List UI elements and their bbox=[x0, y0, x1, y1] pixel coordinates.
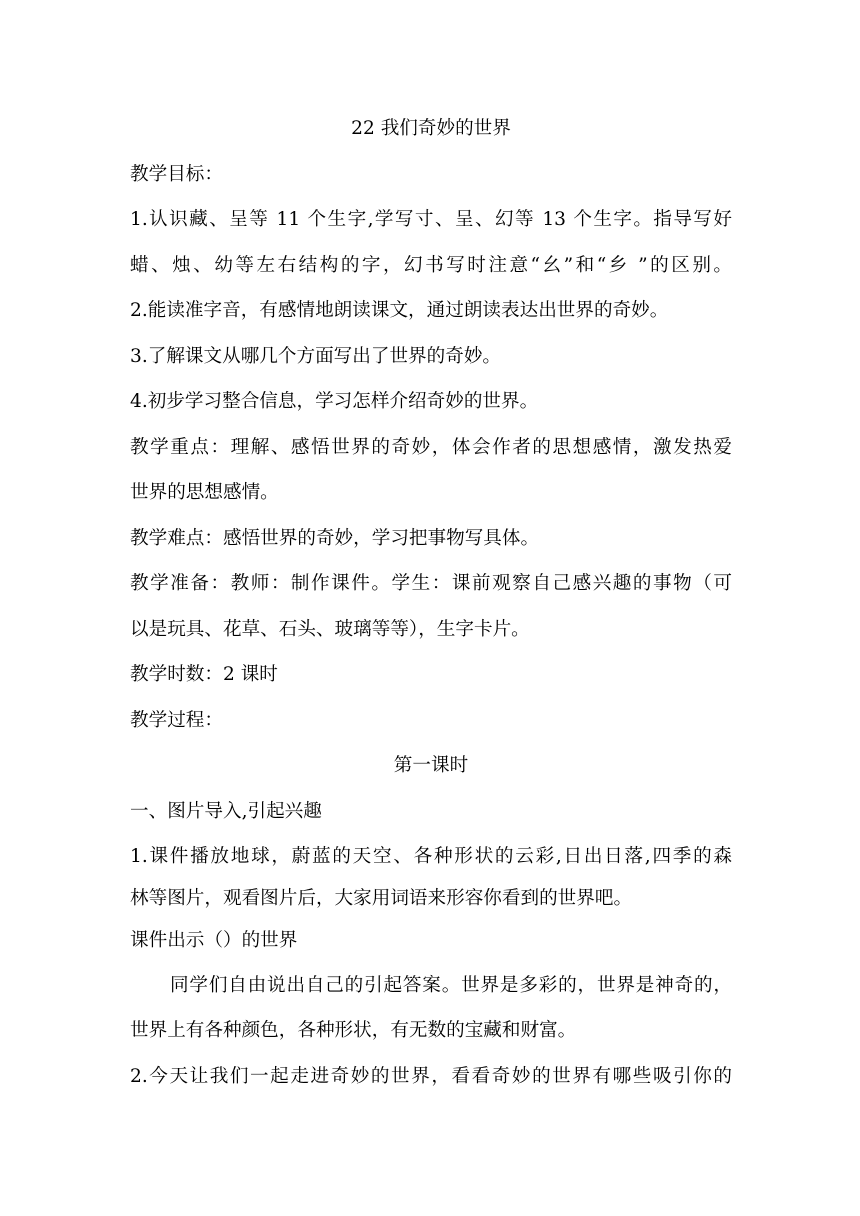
key-points-line-1: 教学重点：理解、感悟世界的奇妙，体会作者的思想感情，激发热爱 bbox=[130, 437, 732, 458]
objective-4: 4.初步学习整合信息，学习怎样介绍奇妙的世界。 bbox=[130, 391, 539, 412]
step-1-item-1-line-1: 1.课件播放地球，蔚蓝的天空、各种形状的云彩,日出日落,四季的森 bbox=[130, 846, 732, 867]
difficulties: 教学难点：感悟世界的奇妙，学习把事物写具体。 bbox=[130, 528, 540, 549]
objective-3: 3.了解课文从哪几个方面写出了世界的奇妙。 bbox=[130, 346, 502, 367]
preparation-line-1: 教学准备：教师：制作课件。学生：课前观察自己感兴趣的事物（可 bbox=[130, 573, 732, 594]
objective-2: 2.能读准字音，有感情地朗读课文，通过朗读表达出世界的奇妙。 bbox=[130, 300, 669, 321]
heading-objectives: 教学目标： bbox=[130, 164, 223, 185]
courseware-display: 课件出示（）的世界 bbox=[130, 930, 298, 951]
paragraph-students-answer-line-2: 世界上有各种颜色，各种形状，有无数的宝藏和财富。 bbox=[130, 1020, 577, 1041]
paragraph-students-answer-line-1: 同学们自由说出自己的引起答案。世界是多彩的，世界是神奇的， bbox=[170, 975, 732, 996]
document-title: 22 我们奇妙的世界 bbox=[351, 118, 511, 139]
heading-process: 教学过程： bbox=[130, 710, 223, 731]
class-hours: 教学时数：2 课时 bbox=[130, 664, 278, 685]
objective-1-line-2: 蜡、烛、幼等左右结构的字，幻书写时注意“幺”和“乡 ”的区别。 bbox=[130, 255, 732, 276]
key-points-line-2: 世界的思想感情。 bbox=[130, 482, 279, 503]
step-1-item-1-line-2: 林等图片，观看图片后，大家用词语来形容你看到的世界吧。 bbox=[130, 888, 633, 909]
objective-1-line-1: 1.认识藏、呈等 11 个生字,学写寸、呈、幻等 13 个生字。指导写好 bbox=[130, 209, 732, 230]
step-1-heading: 一、图片导入,引起兴趣 bbox=[130, 801, 322, 822]
step-1-item-2-line-1: 2.今天让我们一起走进奇妙的世界，看看奇妙的世界有哪些吸引你的 bbox=[130, 1066, 732, 1087]
section-heading-first-lesson: 第一课时 bbox=[393, 755, 469, 776]
preparation-line-2: 以是玩具、花草、石头、玻璃等等），生字卡片。 bbox=[130, 619, 530, 640]
